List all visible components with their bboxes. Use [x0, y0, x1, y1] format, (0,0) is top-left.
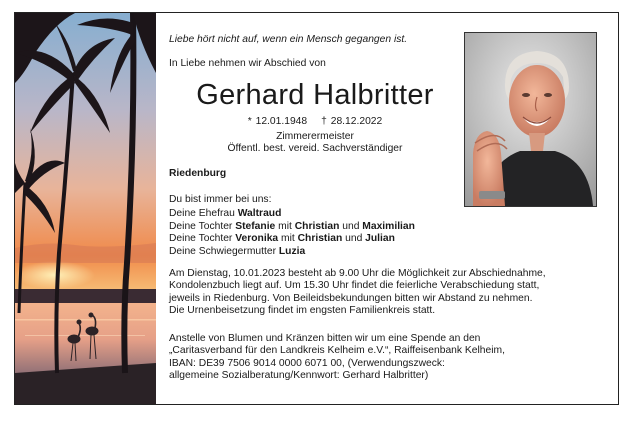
- info-line: Die Urnenbeisetzung findet im engsten Familienkreis statt.: [169, 305, 436, 317]
- deceased-name: Gerhard Halbritter: [196, 79, 434, 111]
- qualification: Öffentl. best. vereid. Sachverständiger: [227, 143, 403, 154]
- ceremony-info: [169, 268, 546, 318]
- info-line: jeweils in Riedenburg. Von Beileidsbekundungen bitten wir Abstand zu nehmen.: [169, 292, 533, 304]
- family-list: [169, 194, 415, 258]
- life-dates: [169, 116, 461, 128]
- sunset-palms-photo: [15, 13, 156, 404]
- family-line: Deine Tochter Veronika mit Christian und Julian: [169, 233, 395, 245]
- donation-line: „Caritasverband für den Landkreis Kelheim e.V.“, Raiffeisenbank Kelheim,: [169, 345, 505, 357]
- birth-date: * 12.01.1948: [247, 116, 308, 127]
- donation-line: Anstelle von Blumen und Kränzen bitten wir um eine Spende an den: [169, 333, 481, 344]
- family-line: Deine Tochter Stefanie mit Christian und Maximilian: [169, 220, 415, 232]
- quote: Liebe hört nicht auf, wenn ein Mensch gegangen ist.: [169, 34, 408, 45]
- family-line: Deine Schwiegermutter Luzia: [169, 245, 306, 257]
- occupation: Zimmerermeister: [276, 131, 354, 142]
- donation-line: allgemeine Sozialberatung/Kennwort: Gerhard Halbritter): [169, 370, 429, 382]
- donation-line: IBAN: DE39 7506 9014 0000 6071 00, (Verwendungszweck:: [169, 357, 445, 369]
- intro-line: In Liebe nehmen wir Abschied von: [169, 58, 326, 69]
- death-date: † 28.12.2022: [321, 116, 383, 127]
- info-line: Am Dienstag, 10.01.2023 besteht ab 9.00 Uhr die Möglichkeit zur Abschiednahme,: [169, 268, 546, 279]
- info-line: Kondolenzbuch liegt auf. Um 15.30 Uhr findet die feierliche Verabschiedung statt,: [169, 280, 540, 292]
- family-intro: Du bist immer bei uns:: [169, 194, 272, 205]
- donation-info: [169, 333, 505, 383]
- family-line: Deine Ehefrau Waltraud: [169, 208, 282, 220]
- obituary-card: [14, 12, 619, 405]
- town: Riedenburg: [169, 168, 227, 179]
- portrait-photo: [464, 32, 597, 207]
